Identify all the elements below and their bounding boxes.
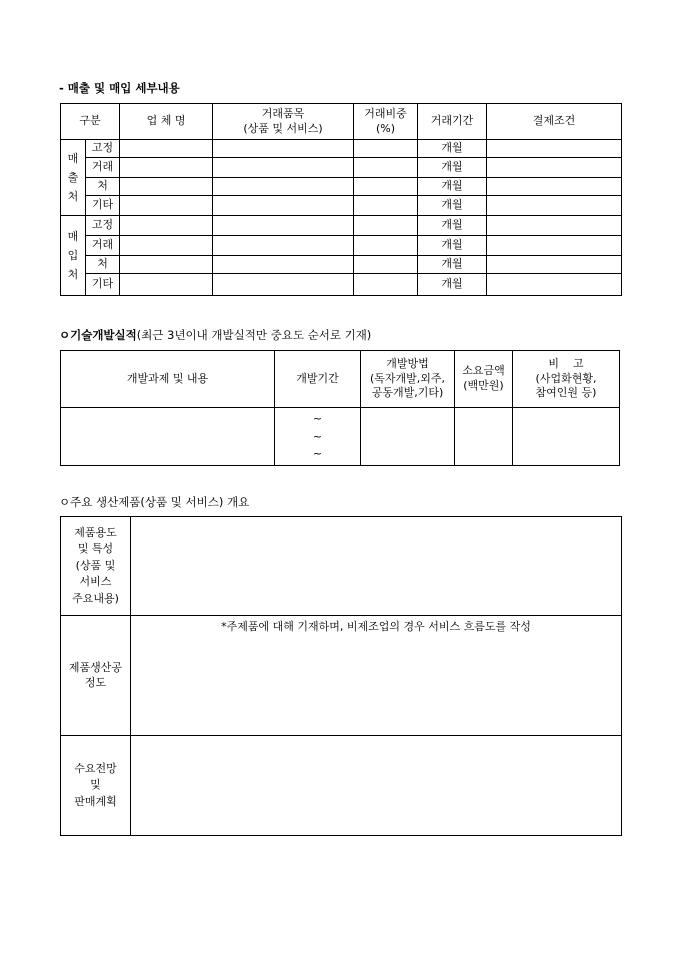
table-row	[61, 178, 622, 196]
terms-cell[interactable]	[487, 256, 622, 274]
company-cell[interactable]	[120, 196, 213, 216]
terms-cell[interactable]	[487, 178, 622, 196]
group-label-sales: 매 출 처	[61, 140, 86, 216]
table-row	[61, 216, 622, 236]
item-cell[interactable]	[213, 216, 354, 236]
header-note: 비 고 (사업화현황, 참여인원 등)	[513, 351, 620, 408]
header-dev-method: 개발방법 (독자개발,외주, 공동개발,기타)	[361, 351, 455, 408]
sales-purchase-table	[60, 103, 622, 296]
ratio-cell[interactable]	[354, 216, 418, 236]
item-cell[interactable]	[213, 178, 354, 196]
item-cell[interactable]	[213, 140, 354, 158]
ratio-cell[interactable]	[354, 140, 418, 158]
item-cell[interactable]	[213, 256, 354, 274]
header-task: 개발과제 및 내용	[61, 351, 275, 408]
header-cost: 소요금액 (백만원)	[455, 351, 513, 408]
item-cell[interactable]	[213, 158, 354, 178]
dev-period-cell[interactable]: ~ ~ ~	[275, 408, 361, 466]
terms-cell[interactable]	[487, 196, 622, 216]
demand-forecast-cell[interactable]	[131, 736, 622, 836]
company-cell[interactable]	[120, 256, 213, 274]
period-cell[interactable]: 개월	[418, 196, 487, 216]
header-dev-period: 개발기간	[275, 351, 361, 408]
company-cell[interactable]	[120, 140, 213, 158]
company-cell[interactable]	[120, 274, 213, 296]
label-production-process: 제품생산공 정도	[61, 616, 131, 736]
sales-purchase-title: - 매출 및 매입 세부내용	[59, 81, 180, 95]
header-ratio: 거래비중 (%)	[354, 104, 418, 140]
table-row	[61, 158, 622, 178]
sub-label: 거래	[86, 158, 120, 178]
label-product-usage: 제품용도 및 특성 (상품 및 서비스 주요내용)	[61, 517, 131, 616]
header-period: 거래기간	[418, 104, 487, 140]
ratio-cell[interactable]	[354, 196, 418, 216]
task-cell[interactable]	[61, 408, 275, 466]
tech-dev-table	[60, 350, 620, 466]
table-row	[61, 408, 620, 466]
products-table	[60, 516, 622, 836]
item-cell[interactable]	[213, 274, 354, 296]
label-demand-forecast: 수요전망 및 판매계획	[61, 736, 131, 836]
company-cell[interactable]	[120, 158, 213, 178]
production-process-cell[interactable]	[131, 616, 622, 736]
cost-cell[interactable]	[455, 408, 513, 466]
period-cell[interactable]: 개월	[418, 178, 487, 196]
header-category: 구분	[61, 104, 120, 140]
period-cell[interactable]: 개월	[418, 274, 487, 296]
period-cell[interactable]: 개월	[418, 216, 487, 236]
header-company: 업 체 명	[120, 104, 213, 140]
table-row	[61, 256, 622, 274]
company-cell[interactable]	[120, 178, 213, 196]
ratio-cell[interactable]	[354, 256, 418, 274]
tech-dev-title: ㅇ기술개발실적(최근 3년이내 개발실적만 중요도 순서로 기재)	[59, 328, 372, 342]
terms-cell[interactable]	[487, 236, 622, 256]
item-cell[interactable]	[213, 236, 354, 256]
table-row	[61, 196, 622, 216]
period-cell[interactable]: 개월	[418, 140, 487, 158]
terms-cell[interactable]	[487, 216, 622, 236]
products-title: ㅇ주요 생산제품(상품 및 서비스) 개요	[59, 495, 250, 509]
sub-label: 처	[86, 178, 120, 196]
sub-label: 기타	[86, 196, 120, 216]
terms-cell[interactable]	[487, 274, 622, 296]
ratio-cell[interactable]	[354, 274, 418, 296]
period-cell[interactable]: 개월	[418, 256, 487, 274]
company-cell[interactable]	[120, 236, 213, 256]
period-cell[interactable]: 개월	[418, 158, 487, 178]
dev-method-cell[interactable]	[361, 408, 455, 466]
sub-label: 고정	[86, 140, 120, 158]
group-label-purchase: 매 입 처	[61, 216, 86, 296]
production-process-note: *주제품에 대해 기재하며, 비제조업의 경우 서비스 흐름도를 작성	[221, 620, 531, 633]
sub-label: 고정	[86, 216, 120, 236]
period-cell[interactable]: 개월	[418, 236, 487, 256]
item-cell[interactable]	[213, 196, 354, 216]
table-row	[61, 140, 622, 158]
header-items: 거래품목 (상품 및 서비스)	[213, 104, 354, 140]
company-cell[interactable]	[120, 216, 213, 236]
ratio-cell[interactable]	[354, 158, 418, 178]
ratio-cell[interactable]	[354, 236, 418, 256]
ratio-cell[interactable]	[354, 178, 418, 196]
header-terms: 결제조건	[487, 104, 622, 140]
table-row	[61, 274, 622, 296]
product-usage-cell[interactable]	[131, 517, 622, 616]
table-row	[61, 236, 622, 256]
sub-label: 기타	[86, 274, 120, 296]
note-cell[interactable]	[513, 408, 620, 466]
sub-label: 거래	[86, 236, 120, 256]
terms-cell[interactable]	[487, 140, 622, 158]
sub-label: 처	[86, 256, 120, 274]
terms-cell[interactable]	[487, 158, 622, 178]
